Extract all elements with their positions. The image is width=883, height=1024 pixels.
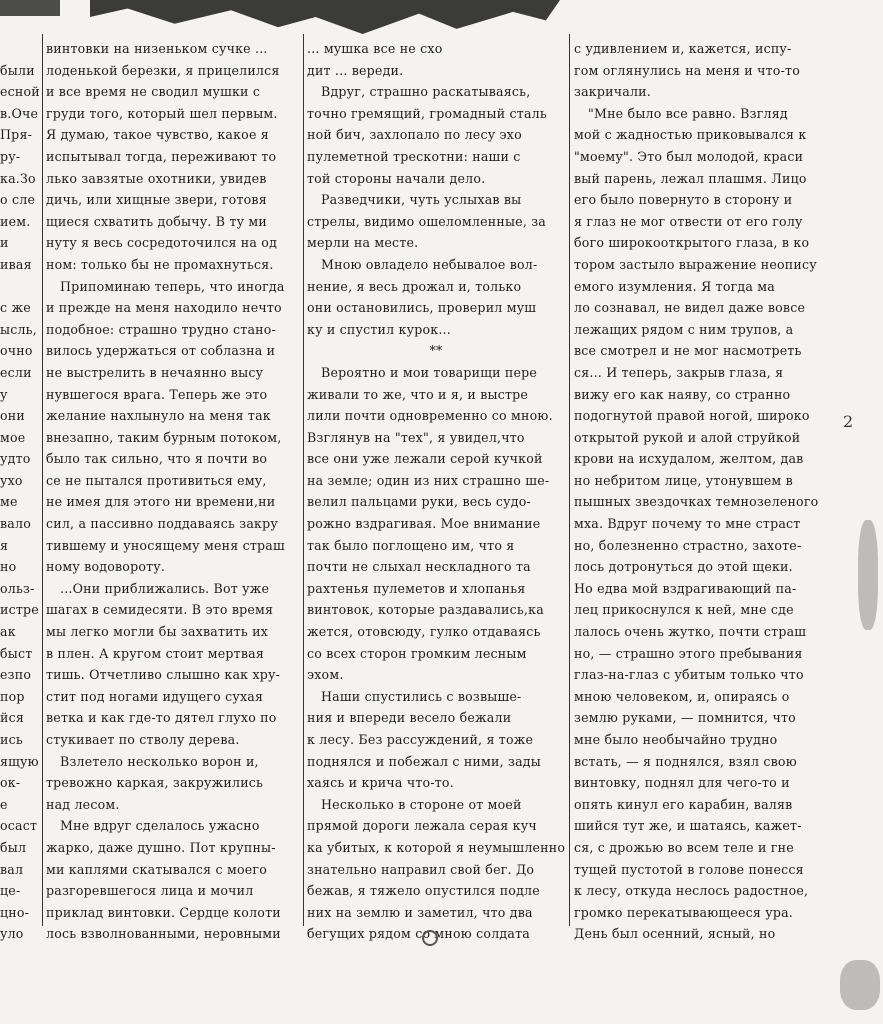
text-line: о сле xyxy=(0,192,36,208)
text-line: разгоревшегося лица и мочил xyxy=(46,883,254,899)
text-line: были xyxy=(0,62,35,78)
text-line: Вероятно и мои товарищи пере xyxy=(321,364,538,380)
text-line: тившему и уносящему меня страш xyxy=(46,537,285,553)
text-line: и прежде на меня находило нечто xyxy=(46,300,282,316)
text-line: лалось очень жутко, почти страш xyxy=(574,624,807,640)
text-line: ак xyxy=(0,624,16,640)
text-line: удто xyxy=(0,451,31,467)
text-line: велил пальцами руки, весь судо- xyxy=(307,494,531,510)
text-line: с же xyxy=(0,300,31,316)
text-line: громко перекатывающееся ура. xyxy=(574,904,793,920)
text-line: ысль, xyxy=(0,321,37,337)
text-line: ми каплями скатывался с моего xyxy=(46,861,267,877)
text-line: почти не слыхал нескладного та xyxy=(307,559,531,575)
torn-corner xyxy=(0,0,60,16)
text-line: ном: только бы не промахнуться. xyxy=(46,256,274,272)
text-line: лько завзятые охотники, увидев xyxy=(46,170,267,186)
text-line: ...Они приближались. Вот уже xyxy=(60,580,270,596)
text-line: тущей пустотой в голове понесся xyxy=(574,861,804,877)
text-line: ольз- xyxy=(0,580,35,596)
text-column-left-fragment xyxy=(0,38,40,945)
text-line: они остановились, проверил муш xyxy=(307,300,537,316)
text-line: в.Оче xyxy=(0,105,39,121)
text-line: живали то же, что и я, и выстре xyxy=(307,386,529,402)
text-line: мною человеком, и, опираясь о xyxy=(574,688,790,704)
text-column-3 xyxy=(574,38,836,945)
text-line: было так сильно, что я почти во xyxy=(46,451,268,467)
text-line: внезапно, таким бурным потоком, xyxy=(46,429,282,445)
text-line: бого широкооткрытого глаза, в ко xyxy=(574,235,810,251)
text-line: е xyxy=(0,796,8,812)
text-line: щиеся схватить добычу. В ту ми xyxy=(46,213,268,229)
text-line: но, болезненно страстно, захоте- xyxy=(574,537,802,553)
text-line: бегущих рядом со мною солдата xyxy=(307,926,530,942)
text-line: и все время не сводил мушки с xyxy=(46,84,261,100)
text-line: ись xyxy=(0,732,23,747)
text-line: мы легко могли бы захватить их xyxy=(46,624,269,640)
text-line: ка.Зо xyxy=(0,170,36,186)
text-line: не выстрелить в нечаянно высу xyxy=(46,364,264,380)
text-line: уло xyxy=(0,926,24,942)
text-line: лось дотронуться до этой щеки. xyxy=(574,559,793,575)
text-line: прямой дороги лежала серая куч xyxy=(307,818,537,834)
text-line: ся, с дрожью во всем теле и гне xyxy=(574,839,794,855)
text-line: нение, я весь дрожал и, только xyxy=(307,278,522,294)
text-line: винтовку, поднял для чего-то и xyxy=(574,775,790,791)
text-line: сил, а пассивно поддаваясь закру xyxy=(46,516,279,532)
text-line: ной бич, захлопало по лесу эхо xyxy=(307,127,522,143)
text-line: ок- xyxy=(0,775,21,791)
text-line: стукивает по стволу дерева. xyxy=(46,732,240,747)
text-line: так было поглощено им, что я xyxy=(307,537,515,553)
text-line: приклад винтовки. Сердце колоти xyxy=(46,904,281,920)
text-line: нувшегося врага. Теперь же это xyxy=(46,386,268,402)
text-line: ухо xyxy=(0,472,23,488)
text-line: езпо xyxy=(0,667,32,683)
text-line: шийся тут же, и шатаясь, кажет- xyxy=(574,818,802,834)
text-line: все они уже лежали серой кучкой xyxy=(307,451,543,467)
text-line xyxy=(0,276,40,298)
text-line: вало xyxy=(0,516,31,532)
text-line: ивая xyxy=(0,256,32,272)
text-line: на земле; один из них страшно ше- xyxy=(307,472,550,488)
text-line: был xyxy=(0,839,27,855)
text-line: мое xyxy=(0,429,26,445)
text-line: открытой рукой и алой струйкой xyxy=(574,429,801,445)
text-line: подогнутой правой ногой, широко xyxy=(574,408,810,424)
text-line: крови на исхудалом, желтом, дав xyxy=(574,451,804,467)
margin-note: 2 xyxy=(843,412,854,431)
text-column-2 xyxy=(307,38,565,945)
text-line: землю руками, — помнится, что xyxy=(574,710,796,726)
text-line: жарко, даже душно. Пот крупны- xyxy=(46,839,276,855)
text-line: Разведчики, чуть услыхав вы xyxy=(321,192,522,208)
text-line: тором застыло выражение неопису xyxy=(574,256,817,272)
text-line: мха. Вдруг почему то мне страст xyxy=(574,516,801,532)
text-line: стрелы, видимо ошеломленные, за xyxy=(307,213,546,229)
text-line: встать, — я поднялся, взял свою xyxy=(574,753,797,769)
text-line: жется, отовсюду, гулко отдаваясь xyxy=(307,624,541,640)
text-line: знательно направил свой бег. До xyxy=(307,861,535,877)
torn-top-edge xyxy=(90,0,560,34)
column-rule xyxy=(303,34,304,926)
text-line: Мною овладело небывалое вол- xyxy=(321,256,538,272)
text-line: есной xyxy=(0,84,40,100)
text-line: дит ... вереди. xyxy=(307,62,404,78)
text-line: ния и впереди весело бежали xyxy=(307,710,512,726)
text-line: ру- xyxy=(0,148,21,164)
text-line: если xyxy=(0,364,32,380)
text-line: "Мне было все равно. Взгляд xyxy=(588,105,788,121)
text-line: я xyxy=(0,537,9,553)
text-line: Я думаю, такое чувство, какое я xyxy=(46,127,269,143)
text-line: опять кинул его карабин, валяв xyxy=(574,796,793,812)
text-line: стит под ногами идущего сухая xyxy=(46,688,264,704)
text-line: се не пытался противиться ему, xyxy=(46,472,267,488)
text-line: ному водовороту. xyxy=(46,559,166,575)
text-line: пор xyxy=(0,688,25,704)
text-line: Несколько в стороне от моей xyxy=(321,796,522,812)
text-line: в плен. А кругом стоит мертвая xyxy=(46,645,264,661)
text-line: це- xyxy=(0,883,21,899)
text-line: ием. xyxy=(0,213,31,229)
text-line: ся... И теперь, закрыв глаза, я xyxy=(574,364,784,380)
text-line: ... мушка все не схо xyxy=(307,41,443,56)
text-line: шагах в семидесяти. В это время xyxy=(46,602,274,618)
text-line: емого изумления. Я тогда ма xyxy=(574,278,775,294)
text-line: и xyxy=(0,235,9,251)
text-line: Взглянув на "тех", я увидел,что xyxy=(307,429,525,445)
text-line: я глаз не мог отвести от его голу xyxy=(574,213,803,229)
text-line: них на землю и заметил, что два xyxy=(307,904,533,920)
text-line: ка убитых, к которой я неумышленно xyxy=(307,839,565,855)
text-line: истре xyxy=(0,602,39,618)
text-line: лец прикоснулся к ней, мне сде xyxy=(574,602,794,618)
text-line: у xyxy=(0,386,8,402)
text-line xyxy=(0,38,40,60)
text-column-1 xyxy=(46,38,302,945)
text-line: очно xyxy=(0,343,33,359)
text-line: осаст xyxy=(0,818,38,834)
text-line: не имея для этого ни времени,ни xyxy=(46,494,276,510)
text-line: ящую xyxy=(0,753,39,769)
text-line: но, — страшно этого пребывания xyxy=(574,645,803,661)
text-line: "моему". Это был молодой, краси xyxy=(574,148,804,164)
text-line: глаз-на-глаз с убитым только что xyxy=(574,667,804,683)
text-line: лось взволнованными, неровными xyxy=(46,926,281,942)
text-line: подобное: страшно трудно стано- xyxy=(46,321,276,337)
text-line: они xyxy=(0,408,25,424)
text-line: вый парень, лежал плашмя. Лицо xyxy=(574,170,807,186)
text-line: к лесу. Без рассуждений, я тоже xyxy=(307,732,534,747)
text-line: гом оглянулись на меня и что-то xyxy=(574,62,800,78)
text-line: Припоминаю теперь, что иногда xyxy=(60,278,285,294)
text-line: мерли на месте. xyxy=(307,235,419,251)
text-line: к лесу, откуда неслось радостное, xyxy=(574,883,809,899)
text-line: груди того, который шел первым. xyxy=(46,105,278,121)
text-line: ку и спустил курок... xyxy=(307,321,451,337)
text-line: нуту я весь сосредоточился на од xyxy=(46,235,278,251)
text-line: ло сознавал, не видел даже вовсе xyxy=(574,300,806,316)
text-line: вал xyxy=(0,861,24,877)
paper-hole xyxy=(422,930,438,946)
text-line: со всех сторон громким лесным xyxy=(307,645,527,661)
text-line: йся xyxy=(0,710,24,726)
text-line: ме xyxy=(0,494,18,510)
text-line: День был осенний, ясный, но xyxy=(574,926,776,942)
text-line: тревожно каркая, закружились xyxy=(46,775,264,791)
text-line: Наши спустились с возвыше- xyxy=(321,688,522,704)
text-line: поднялся и побежал с ними, зады xyxy=(307,753,541,769)
text-line: ** xyxy=(429,343,443,359)
text-line: мой с жадностью приковывался к xyxy=(574,127,807,143)
text-line: тишь. Отчетливо слышно как хру- xyxy=(46,667,281,683)
text-line: вижу его как наяву, со странно xyxy=(574,386,791,402)
text-line: рахтенья пулеметов и хлопанья xyxy=(307,580,526,596)
text-line: той стороны начали дело. xyxy=(307,170,486,186)
text-line: лежащих рядом с ним трупов, а xyxy=(574,321,794,337)
text-line: испытывал тогда, переживают то xyxy=(46,148,277,164)
text-line: точно гремящий, громадный сталь xyxy=(307,105,547,121)
text-line: но небритом лице, утонувшем в xyxy=(574,472,793,488)
text-line: цно- xyxy=(0,904,30,920)
text-line: быст xyxy=(0,645,33,661)
text-line: Пря- xyxy=(0,127,33,143)
text-line: пулеметной трескотни: наши с xyxy=(307,148,521,164)
paper-smudge xyxy=(858,520,878,630)
text-line: винтовки на низеньком сучке ... xyxy=(46,41,268,56)
text-line: над лесом. xyxy=(46,796,120,812)
text-line: ветка и как где-то дятел глухо по xyxy=(46,710,277,726)
text-line: мне было необычайно трудно xyxy=(574,732,778,747)
text-line: все смотрел и не мог насмотреть xyxy=(574,343,802,359)
text-line: хаясь и крича что-то. xyxy=(307,775,454,791)
text-line: дичь, или хищные звери, готовя xyxy=(46,192,267,208)
column-rule xyxy=(569,34,570,926)
text-line: желание нахлынуло на меня так xyxy=(46,408,271,424)
text-line: лили почти одновременно со мною. xyxy=(307,408,553,424)
paper-smudge xyxy=(840,960,880,1010)
text-line: вилось удержаться от соблазна и xyxy=(46,343,276,359)
column-rule xyxy=(42,34,43,926)
text-line: рожно вздрагивая. Мое внимание xyxy=(307,516,541,532)
text-line: винтовок, которые раздавались,ка xyxy=(307,602,544,618)
text-line: но xyxy=(0,559,17,575)
text-line: пышных звездочках темнозеленого xyxy=(574,494,819,510)
text-line: бежав, я тяжело опустился подле xyxy=(307,883,540,899)
text-line: эхом. xyxy=(307,667,344,683)
text-line: Вдруг, страшно раскатываясь, xyxy=(321,84,531,100)
text-line: Но едва мой вздрагивающий па- xyxy=(574,580,797,596)
text-line: лоденькой березки, я прицелился xyxy=(46,62,280,78)
text-line: Взлетело несколько ворон и, xyxy=(60,753,259,769)
text-line: его было повернуто в сторону и xyxy=(574,192,793,208)
text-line: Мне вдруг сделалось ужасно xyxy=(60,818,260,834)
text-line: с удивлением и, кажется, испу- xyxy=(574,41,792,56)
text-line: закричали. xyxy=(574,84,651,100)
